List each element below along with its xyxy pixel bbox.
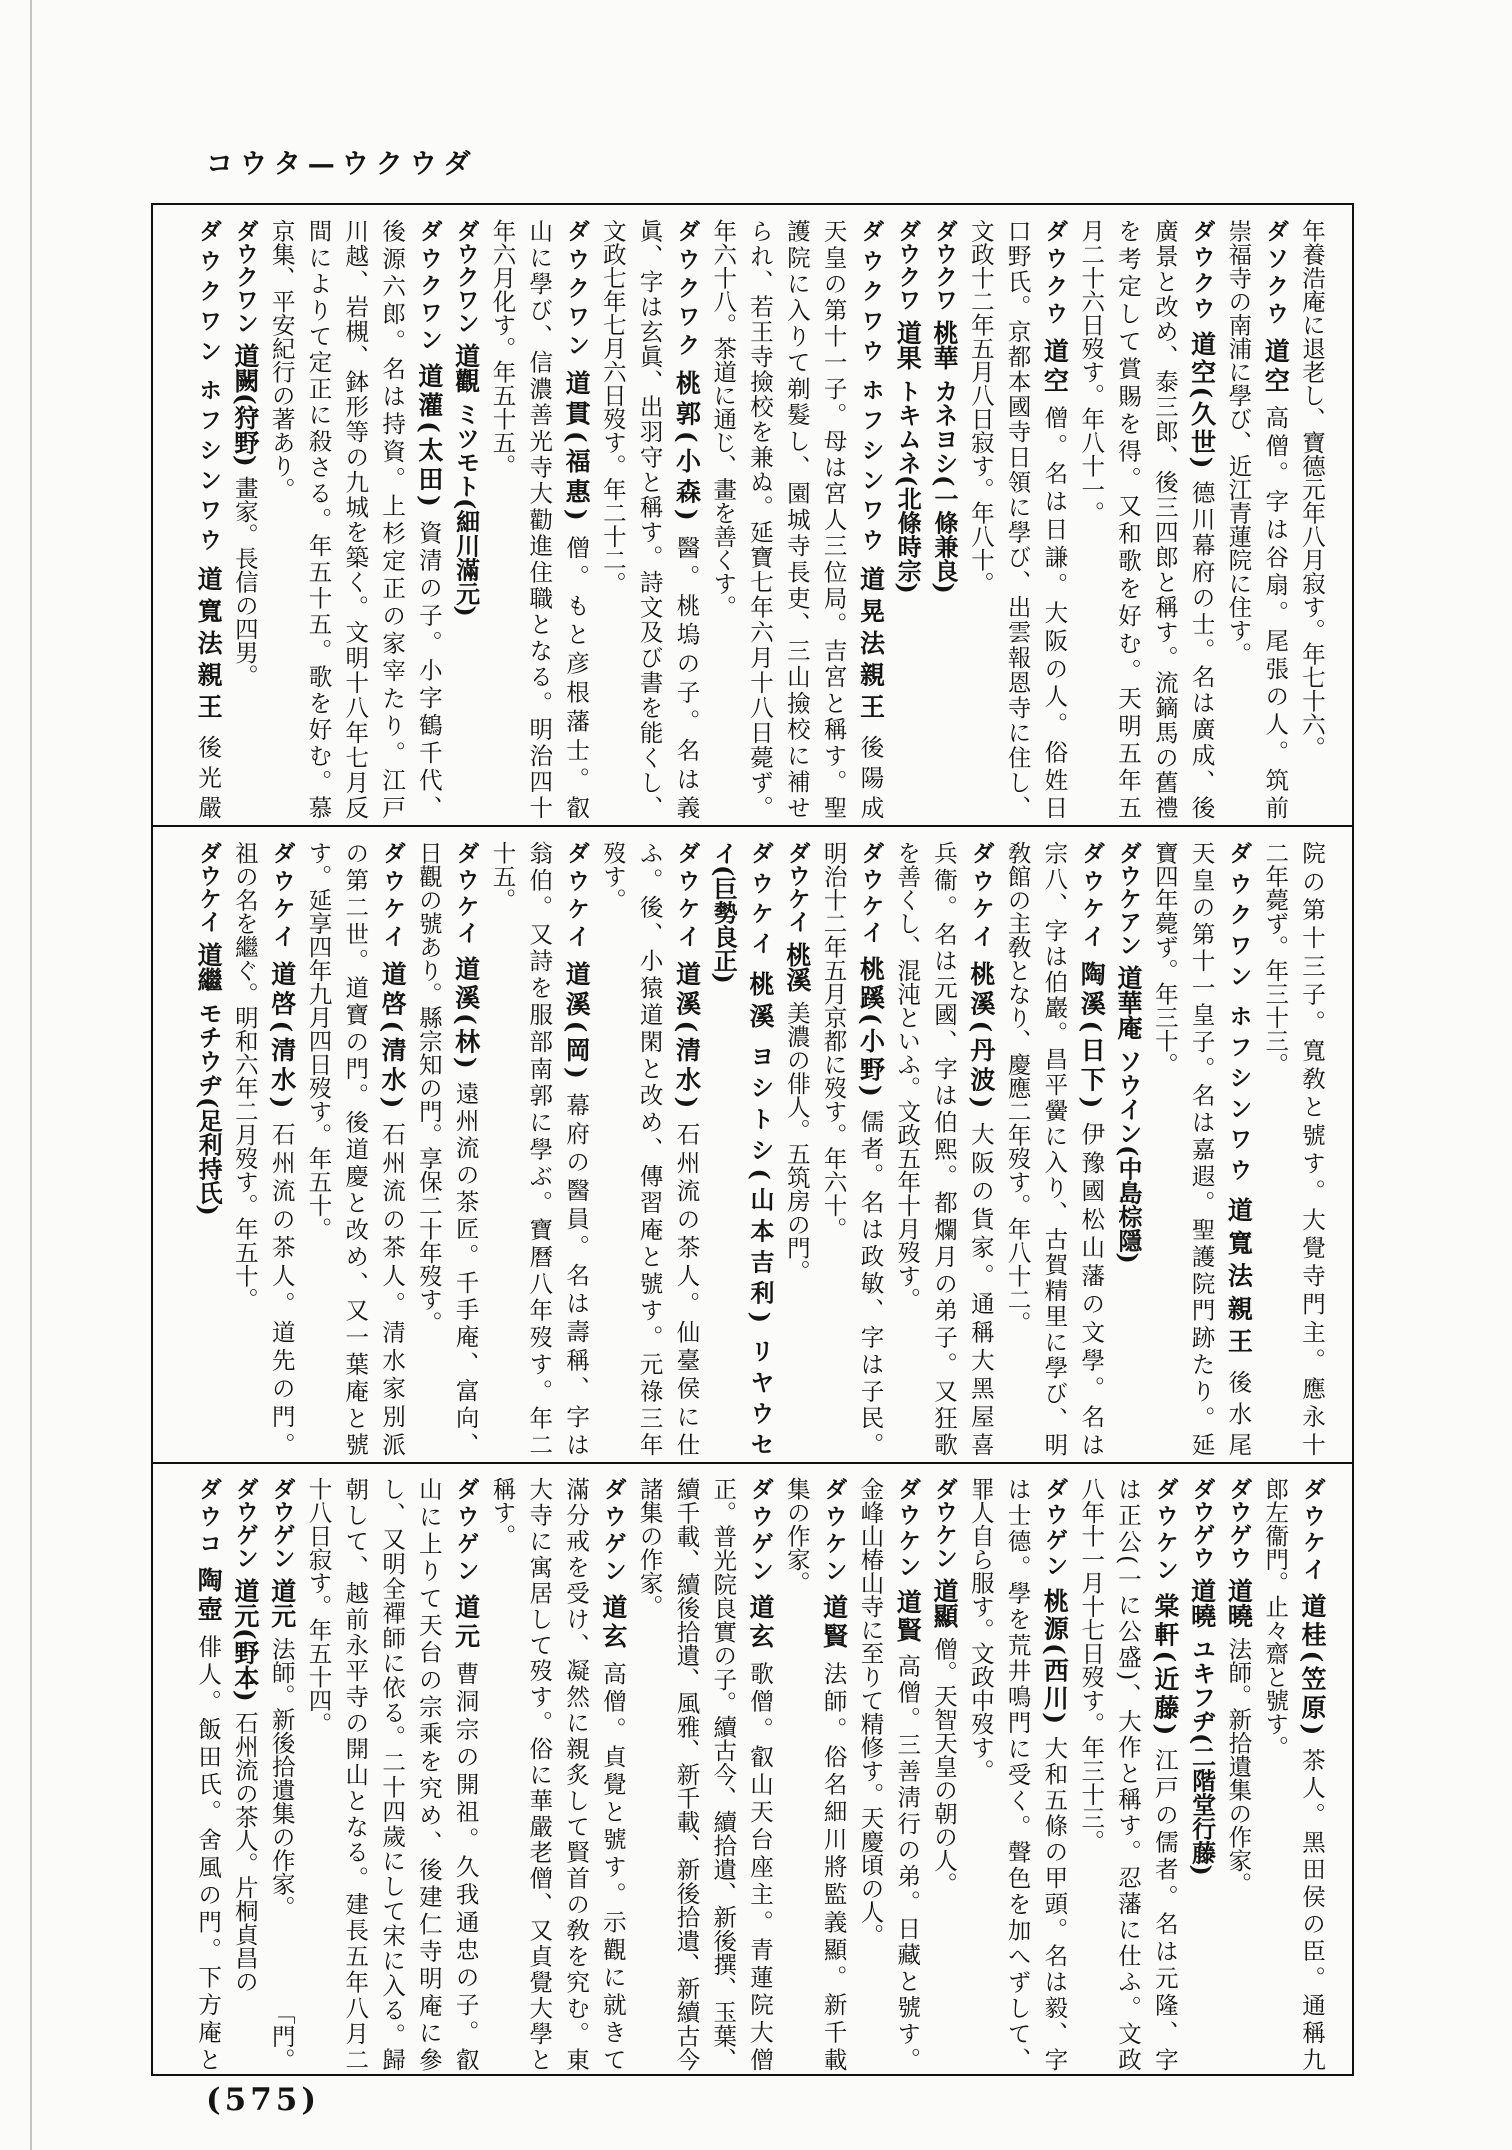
entry-headword: 道空: [1261, 337, 1291, 397]
cross-reference: カネヨシ(一條兼良): [930, 379, 960, 594]
text-column: [1072, 219, 1109, 819]
text-column: [189, 1477, 226, 2071]
entry-headword: 道元: [451, 1594, 481, 1653]
entry-text: 僧。もと彦根藩士。叡: [562, 529, 591, 819]
entry-text: 十五。: [488, 841, 517, 912]
entry-headword: 道顯: [930, 1578, 960, 1628]
entry-text: 口野氏。京都本國寺日領に學び、出雲報恩寺に住し、: [1003, 219, 1032, 819]
cross-reference: トキムネ(北條時宗): [893, 379, 923, 594]
text-column: [999, 1477, 1036, 2071]
text-column: [1256, 841, 1293, 1456]
entry-text: 石州流の茶人。仙臺侯に仕: [672, 1117, 701, 1456]
text-column: [631, 1477, 668, 2071]
entry-reading-secondary: ホフシンワウ: [857, 377, 884, 558]
entry-band-bottom: [153, 1464, 1352, 2074]
text-column: [300, 1477, 337, 2071]
entry-text: 山に上りて天台の宗乘を究め、後建仁寺明庵に參: [414, 1477, 443, 2071]
text-column: [815, 1477, 852, 2071]
text-column: [1183, 219, 1220, 819]
cross-reference: モチウヂ(足利持氏): [194, 1001, 224, 1216]
text-column: [373, 219, 410, 819]
entry-headword: 桃蹊(小野): [856, 955, 886, 1097]
entry-text: 朝して、越前永平寺の開山となる。建長五年八月二: [341, 1477, 370, 2071]
entry-reading: ダウクワ: [894, 219, 921, 311]
entry-text: 文政十二年五月八日寂す。年八十。: [966, 219, 995, 595]
text-column: [1256, 1477, 1293, 2071]
entry-reading: ダウゲウ: [1225, 1477, 1252, 1569]
entry-text: 崇福寺の南浦に學び、近江青蓮院に住す。: [1224, 219, 1253, 666]
text-column: [741, 219, 778, 819]
entry-text: の第二世。道寶の門。後道慶と改め、又一葉庵と號: [341, 841, 370, 1456]
text-column: [888, 219, 925, 819]
text-column: [336, 1477, 373, 2071]
text-column: [852, 219, 889, 819]
entry-reading: ダウクウ: [1041, 219, 1068, 329]
entry-band-middle: [153, 827, 1352, 1462]
entry-text: 敎館の主敎となり、慶應二年歿す。年八十二。: [1003, 841, 1032, 1335]
text-column: [962, 219, 999, 819]
entry-reading: ダウケイ: [195, 841, 222, 933]
text-column: [226, 1477, 263, 2071]
text-column: [999, 841, 1036, 1456]
text-column: [1183, 1477, 1220, 2071]
entry-headword: 道賢: [819, 1594, 849, 1653]
text-column: [594, 841, 631, 1456]
text-column: [410, 219, 447, 819]
text-column: [484, 219, 521, 819]
entry-text: 俳人。飯田氏。舍風の門。下方庵と: [194, 1634, 223, 2071]
text-column: [1109, 1477, 1146, 2071]
entry-headword: 道寬法親王: [194, 566, 224, 726]
entry-text: 德川幕府の士。名は廣成、後: [1187, 477, 1216, 819]
text-column: [1036, 841, 1073, 1456]
entry-text: られ、若王寺撿校を兼ぬ。延寶七年六月十八日薨ず。: [746, 219, 775, 819]
entry-headword: 桃華: [930, 320, 960, 370]
entry-text: 僧。天智天皇の朝の人。: [930, 1637, 959, 1896]
cross-reference: イ(巨勢良正): [709, 841, 739, 984]
entry-reading-secondary: ホフシンワウ: [1225, 1003, 1252, 1189]
entry-text: 諸集の作家。: [635, 1477, 664, 1618]
entry-headword: 道曉: [1187, 1578, 1217, 1628]
entry-reading: ダウケイ: [563, 841, 590, 953]
text-column: [1146, 219, 1183, 819]
entry-reading: ダウケイ: [1078, 841, 1105, 952]
entry-text: 後光嚴: [194, 734, 223, 819]
entry-reading: ダウゲン: [1041, 1477, 1068, 1579]
text-column: [189, 219, 226, 819]
entry-headword: 道溪(岡): [562, 961, 592, 1080]
entry-text: 美濃の俳人。五筑房の門。: [782, 1001, 811, 1283]
text-column: [1109, 841, 1146, 1456]
entry-reading: ダウケイ: [452, 841, 479, 948]
text-column: [704, 841, 741, 1456]
text-column: [1220, 841, 1257, 1456]
entry-reading: ダウゲン: [452, 1477, 479, 1586]
entry-reading: ダウケイ: [673, 841, 700, 952]
scan-edge-line: [30, 0, 32, 2150]
entry-reading: ダウケイ: [783, 841, 810, 933]
text-column: [410, 1477, 447, 2071]
entry-reading: ダウクワク: [673, 219, 700, 362]
entry-text: 資清の子。小字鶴千代、: [414, 516, 443, 819]
text-column: [336, 219, 373, 819]
entry-text: ふ。後、小猿道閑と改め、傳習庵と號す。元祿三年: [635, 841, 664, 1456]
text-column: [189, 841, 226, 1456]
entry-text: す。延享四年九月四日歿す。年五十。: [304, 841, 333, 1241]
entry-text: 祖の名を繼ぐ。明和六年二月歿す。年五十。: [230, 841, 259, 1311]
overflow-continuation: 「門。: [267, 2000, 296, 2071]
entry-headword: 陶溪(日下): [1077, 960, 1107, 1109]
text-column: [668, 1477, 705, 2071]
text-column: [741, 1477, 778, 2071]
entry-headword: 道果: [893, 320, 923, 370]
entry-text: 石州流の茶人。道先の門。: [267, 1117, 296, 1456]
dictionary-frame: [151, 203, 1354, 2076]
entry-headword: 道空: [1040, 337, 1070, 397]
entry-headword: 道溪(清水): [672, 960, 702, 1109]
entry-text: 二年薨ず。年三十三。: [1261, 841, 1290, 1076]
text-column: [631, 219, 668, 819]
entry-headword: 道灌(太田): [414, 363, 444, 508]
entry-text: 高僧。貞覺と號す。示觀に就きて: [598, 1661, 627, 2071]
entry-text: 法師。新後拾遺集の作家。: [267, 1637, 296, 1919]
entry-text: 川越、岩槻、鉢形等の九城を築く。文明十八年七月反: [341, 219, 370, 819]
entry-text: 續千載、續後拾遺、風雅、新千載、新後拾遺、新續古今: [672, 1477, 701, 2071]
text-column: [778, 1477, 815, 2071]
entry-text: 滿分戒を受け、凝然に親炙して賢首の敎を究む。東: [562, 1477, 591, 2071]
entry-headword: 道玄: [746, 1594, 776, 1653]
text-column: [484, 1477, 521, 2071]
entry-text: 集の作家。: [782, 1477, 811, 1595]
cross-reference: ミツモト(細川滿元): [451, 402, 481, 617]
entry-text: 高僧。三善淸行の弟。日藏と號す。: [893, 1653, 922, 2071]
entry-text: 後陽成: [856, 734, 885, 819]
entry-text: は士德。學を荒井鳴門に受く。聲色を加へずして、: [1003, 1477, 1032, 2071]
page-number: (575): [206, 2082, 321, 2118]
entry-headword: 道寬法親王: [1224, 1197, 1254, 1361]
entry-text: 曹洞宗の開祖。久我通忠の子。叡: [451, 1661, 480, 2071]
entry-reading: ダウゲン: [599, 1477, 626, 1586]
entry-headword: 道桂(笠原): [1298, 1592, 1327, 1736]
entry-reading: ダウゲン: [747, 1477, 774, 1586]
text-column: [1293, 841, 1330, 1456]
entry-headword: 道華庵: [1114, 965, 1144, 1040]
text-column: [263, 219, 300, 819]
entry-text: 畫家。長信の四男。: [230, 475, 259, 688]
entry-headword: 桃溪: [782, 942, 812, 992]
text-column: [594, 1477, 631, 2071]
entry-reading: ダウクワン: [231, 219, 258, 334]
text-column: [447, 841, 484, 1456]
entry-text: 稱す。: [488, 1477, 517, 1548]
entry-text: し、又明全禪師に依る。二十四歲にして宋に入る。歸: [378, 1477, 407, 2071]
entry-text: を考定して賞賜を得。又和歌を好む。天明五年五: [1114, 219, 1143, 819]
text-column: [1293, 1477, 1330, 2071]
entry-text: 月二十六日歿す。年八十一。: [1077, 219, 1106, 525]
entry-text: 儒者。名は政敏、字は子民。: [856, 1105, 885, 1456]
text-column: [300, 841, 337, 1456]
entry-text: 大寺に寓居して歿す。俗に華嚴老僧、又貞覺大學と: [525, 1477, 554, 2071]
text-column: [447, 219, 484, 819]
text-column: [668, 841, 705, 1456]
entry-text: 年六月化す。年五十五。: [488, 219, 517, 478]
entry-reading: ダウケイ: [967, 841, 994, 952]
entry-reading: ダウケン: [820, 1477, 847, 1586]
text-column: [410, 841, 447, 1456]
entry-text: 法師。俗名細川將監義顯。新千載: [819, 1661, 848, 2071]
entry-text: 大阪の貨家。通稱大黑屋喜: [966, 1117, 995, 1456]
entry-text: 文政七年七月六日歿す。年二十二。: [598, 219, 627, 595]
entry-headword: 道元(野本): [230, 1578, 260, 1702]
text-column: [704, 1477, 741, 2071]
entry-reading: ダウゲン: [268, 1477, 295, 1569]
entry-text: 歌僧。叡山天台座主。青蓮院大僧: [746, 1661, 775, 2071]
entry-text: 遠州流の茶匠。千手庵、富向、: [451, 1077, 480, 1456]
entry-reading: ダウクワウ: [857, 219, 884, 369]
text-column: [888, 841, 925, 1456]
entry-text: 金峰山椿山寺に至りて精修す。天慶頃の人。: [856, 1477, 885, 1947]
entry-text: 年養浩庵に退老し、寶德元年八月寂す。年七十六。: [1298, 219, 1326, 760]
entry-text: 石州流の茶人。片桐貞昌の: [230, 1710, 259, 1993]
entry-headword: 道晃法親王: [856, 566, 886, 726]
entry-text: 眞、字は玄眞、出羽守と稱す。詩文及び書を能くし、: [635, 219, 664, 819]
text-column: [925, 1477, 962, 2071]
entry-text: 明治十二年五月京都に歿す。年六十。: [819, 841, 848, 1241]
entry-text: 郎左衞門。止々齋と號す。: [1261, 1477, 1290, 1759]
text-column: [704, 219, 741, 819]
entry-headword: 陶壺: [194, 1567, 224, 1626]
text-column: [1072, 841, 1109, 1456]
entry-reading: ダソクウ: [1262, 219, 1289, 329]
text-column: [1036, 219, 1073, 819]
entry-reading: ダウケン: [894, 1477, 921, 1581]
text-column: [1109, 219, 1146, 819]
entry-reading: ダウゲン: [231, 1477, 258, 1569]
text-column: [1036, 1477, 1073, 2071]
text-column: [1146, 841, 1183, 1456]
entry-reading: ダウクワン: [415, 219, 442, 355]
text-column: [557, 219, 594, 819]
text-column: [815, 841, 852, 1456]
text-column: [484, 841, 521, 1456]
entry-text: 翁伯。又詩を服部南郭に學ぶ。寶曆八年歿す。年二: [525, 841, 554, 1456]
entry-headword: 桃溪(丹波): [966, 960, 996, 1109]
text-column: [336, 841, 373, 1456]
entry-text: 兵衞。名は元國、字は伯熙。都爛月の弟子。又狂歌: [930, 841, 959, 1456]
entry-reading: ダウクウ: [1188, 219, 1215, 323]
text-column: [631, 841, 668, 1456]
cross-reference: ヨシトシ(山本吉利) リヤウセ: [746, 1043, 776, 1456]
entry-headword: 道啓(清水): [378, 960, 408, 1109]
entry-text: 年六十八。茶道に通じ、畫を善くす。: [709, 219, 738, 619]
text-column: [852, 841, 889, 1456]
entry-reading: ダウケイ: [857, 841, 884, 947]
text-column: [1220, 219, 1257, 819]
entry-headword: 道闕(狩野): [230, 343, 260, 467]
text-column: [226, 219, 263, 819]
entry-reading: ダウクワ: [931, 219, 958, 311]
text-column: [668, 219, 705, 819]
entry-reading: ダウケイ: [268, 841, 295, 952]
text-column: [520, 219, 557, 819]
text-column: [962, 841, 999, 1456]
text-column: [557, 1477, 594, 2071]
text-column: [373, 841, 410, 1456]
text-column: [778, 219, 815, 819]
text-column: [778, 841, 815, 1456]
entry-headword: 桃源(西川): [1040, 1587, 1070, 1725]
entry-reading: ダウクワン: [563, 219, 590, 362]
entry-text: 宗八、字は伯巖。昌平黌に入り、古賀精里に學び、明: [1040, 841, 1069, 1456]
entry-reading: ダウケイ: [1299, 1477, 1325, 1584]
entry-reading: ダウケイ: [379, 841, 406, 952]
entry-headword: 道元: [267, 1578, 297, 1628]
entry-reading: ダウクワン: [452, 219, 479, 334]
entry-reading-secondary: ホフシンワウ: [195, 377, 222, 558]
entry-text: 歿す。: [598, 841, 627, 912]
entry-text: 寶四年薨ず。年三十。: [1150, 841, 1179, 1076]
entry-text: 醫。桃塢の子。名は義: [672, 529, 701, 819]
text-column: [925, 841, 962, 1456]
entry-text: 後水尾: [1224, 1370, 1253, 1456]
entry-reading: ダウゲウ: [1188, 1477, 1215, 1569]
entry-headword: 桃溪: [746, 970, 776, 1035]
text-column: [447, 1477, 484, 2071]
text-column: [263, 841, 300, 1456]
entry-text: は正公(一に公盛)、大作と稱す。忍藩に仕ふ。文政: [1114, 1477, 1143, 2071]
entry-text: 僧。名は日謙。大阪の人。俗姓日: [1040, 405, 1069, 819]
text-column: [594, 219, 631, 819]
entry-reading: ダウクワン: [1225, 841, 1252, 995]
text-column: [1146, 1477, 1183, 2071]
entry-headword: 道繼: [194, 942, 224, 992]
text-column: [1072, 1477, 1109, 2071]
entry-text: 院の第十三子。寬敎と號す。大覺寺門主。應永十: [1298, 841, 1326, 1456]
text-column: [1183, 841, 1220, 1456]
text-column: [852, 1477, 889, 2071]
entry-reading: ダウケイ: [747, 841, 774, 962]
entry-headword: 道啓(清水): [267, 960, 297, 1109]
text-column: [1256, 219, 1293, 819]
entry-text: 護院に入りて剃髮し、園城寺長吏、三山撿校に補せ: [782, 219, 811, 819]
entry-text: 十八日寂す。年五十四。: [304, 1477, 333, 1736]
entry-text: 山に學び、信濃善光寺大勸進住職となる。明治四十: [525, 219, 554, 819]
entry-text: 高僧。字は谷扇。尾張の人。筑前: [1261, 405, 1290, 819]
running-head: コウタ—ウクウダ: [206, 149, 478, 180]
cross-reference: ユキフヂ(二階堂行藤): [1187, 1637, 1217, 1876]
entry-text: 天皇の第十一子。母は宮人三位局。吉宮と稱す。聖: [819, 219, 848, 819]
entry-headword: 道玄: [598, 1594, 628, 1653]
entry-headword: 棠軒(近藤): [1150, 1592, 1180, 1736]
entry-band-top: [153, 205, 1352, 825]
text-column: [962, 1477, 999, 2071]
entry-text: 法師。新拾遺集の作家。: [1224, 1637, 1253, 1896]
entry-text: 幕府の醫員。名は壽稱、字は: [562, 1088, 591, 1456]
text-column: [1293, 219, 1330, 819]
entry-reading: ダウケン: [931, 1477, 958, 1569]
text-column: [741, 841, 778, 1456]
text-column: [999, 219, 1036, 819]
entry-text: 間によりて定正に殺さる。年五十五。歌を好む。慕: [304, 219, 333, 819]
entry-headword: 道曉: [1224, 1578, 1254, 1628]
text-column: [925, 219, 962, 819]
entry-headword: 道空(久世): [1187, 331, 1217, 469]
entry-text: 天皇の第十一皇子。名は嘉遐。聖護院門跡たり。延: [1187, 841, 1216, 1456]
entry-reading: ダウクワン: [195, 219, 222, 369]
entry-text: 日觀の號あり。縣宗知の門。享保二十年歿す。: [414, 841, 443, 1335]
entry-text: を善くし、混沌といふ。文政五年十月歿す。: [893, 841, 922, 1311]
entry-reading: ダウケン: [1151, 1477, 1178, 1584]
entry-text: 伊豫國松山藩の文學。名は: [1077, 1117, 1106, 1456]
text-column: [888, 1477, 925, 2071]
entry-text: 茶人。黑田侯の臣。通稱九: [1298, 1744, 1326, 2071]
text-column: [815, 219, 852, 819]
entry-reading: ダウコ: [195, 1477, 222, 1559]
entry-text: 廣景と改め、泰三郎、後三四郎と稱す。流鏑馬の舊禮: [1150, 219, 1179, 819]
text-column: [1220, 1477, 1257, 2071]
entry-text: 石州流の茶人。清水家別派: [378, 1117, 407, 1456]
cross-reference: ソウイン(中島棕隱): [1114, 1049, 1144, 1264]
text-column: [520, 1477, 557, 2071]
entry-headword: 桃郭(小森): [672, 370, 702, 521]
entry-headword: 道貫(福惠): [562, 370, 592, 521]
text-column: [373, 1477, 410, 2071]
entry-headword: 道觀: [451, 343, 481, 393]
text-column: [300, 219, 337, 819]
entry-text: 正。普光院良實の子。續古今、續拾遺、新後撰、玉葉、: [709, 1477, 738, 2071]
entry-text: 八年十一月十七日歿す。年三十三。: [1077, 1477, 1106, 1853]
entry-text: 江戸の儒者。名は元隆、字: [1150, 1744, 1179, 2071]
text-column: [557, 841, 594, 1456]
entry-text: 罪人自ら服す。文政中歿す。: [966, 1477, 995, 1783]
entry-headword: 道賢: [893, 1589, 923, 1645]
text-column: [263, 1477, 300, 2071]
entry-reading: ダウケアン: [1115, 841, 1142, 956]
entry-text: 後源六郎。名は持資。上杉定正の家宰たり。江戸: [378, 219, 407, 819]
entry-text: 大和五條の甲頭。名は毅、字: [1040, 1733, 1069, 2071]
entry-headword: 道溪(林): [451, 956, 481, 1069]
text-column: [520, 841, 557, 1456]
text-column: [226, 841, 263, 1456]
entry-text: 京集、平安紀行の著あり。: [267, 219, 296, 501]
